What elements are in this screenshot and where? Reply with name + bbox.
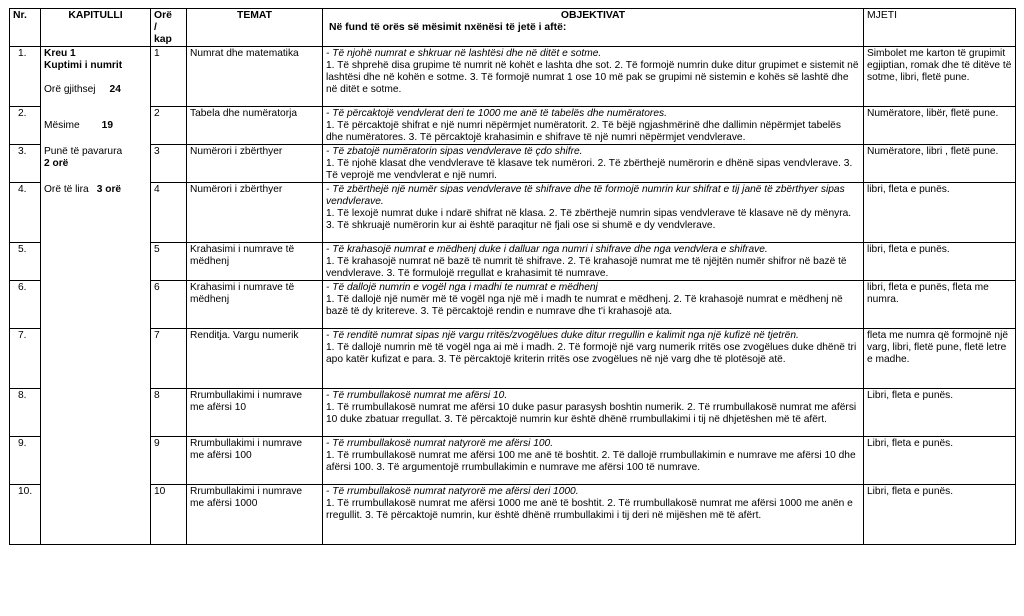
chapter-free-value: 3 orë [96,183,122,195]
objective-goal: - Të rrumbullakosë numrat natyrorë me afërsi deri 1000. [326,486,579,497]
lesson-topic: Numërori i zbërthyer [187,183,323,243]
table-row [10,145,1016,183]
lesson-objectives [323,243,864,281]
lesson-materials: libri, fleta e punës. [864,243,1016,281]
objective-details: 1. Të njohë klasat dhe vendvlerave të klasave tek numërori. 2. Të zbërthejë numërorin e dhënë sipas vendvlerave. 3. Të veprojë me vendvlerat e një numri. [326,158,853,181]
lesson-topic: Krahasimi i numrave të mëdhenj [187,281,323,329]
lesson-objectives [323,485,864,545]
table-row [10,485,1016,545]
lesson-topic: Tabela dhe numëratorja [187,107,323,145]
curriculum-table [9,8,1016,545]
row-number: 6. [10,281,41,329]
chapter-cell [41,47,151,107]
chapter-independent-label: Punë të pavarura [44,145,123,157]
header-ore-kap-line3: kap [154,34,172,45]
lesson-hour: 4 [151,183,187,243]
lesson-objectives [323,183,864,243]
header-row [10,9,1016,47]
row-number: 3. [10,145,41,183]
row-number: 9. [10,437,41,485]
chapter-cell [41,107,151,145]
chapter-subtitle: Kuptimi i numrit [44,60,123,71]
lesson-hour: 6 [151,281,187,329]
header-ore-kap-line2: / [154,22,157,33]
chapter-cell [41,243,151,281]
lesson-materials: Libri, fleta e punës. [864,437,1016,485]
objective-details: 1. Të dallojë numrin më të vogël nga ai më i madh. 2. Të formojë një varg numerik rritës ose zvogëlues duke dhënë tri apo katër kufizat e para. 3. Të përcaktojë kriterin rritës ose zvogëlues në një varg dhe të plotësojë atë. [326,342,857,365]
lesson-hour: 1 [151,47,187,107]
lesson-materials: fleta me numra që formojnë një varg, libri, fletë pune, fletë letre e madhe. [864,329,1016,389]
lesson-hour: 8 [151,389,187,437]
lesson-topic: Rrumbullakimi i numrave me afërsi 1000 [187,485,323,545]
objective-details: 1. Të lexojë numrat duke i ndarë shifrat në klasa. 2. Të zbërthejë numrin sipas vendvlerave të klasave në dy mënyra. 3. Të shkruajë numërorin kur ai është paraqitur në fjali ose si shumë e dy vendvlerave. [326,208,852,231]
objective-goal: - Të dallojë numrin e vogël nga i madhi te numrat e mëdhenj [326,282,598,293]
table-row [10,47,1016,107]
objective-goal: - Të zbërthejë një numër sipas vendvlerave të shifrave dhe të formojë numrin kur shifrat e tij janë të zbërthyer sipas vendvlerave. [326,184,845,207]
header-ore-kap [151,9,187,47]
lesson-materials: Numëratore, libri , fletë pune. [864,145,1016,183]
row-number: 5. [10,243,41,281]
lesson-topic: Renditja. Vargu numerik [187,329,323,389]
header-objektivat-title: OBJEKTIVAT [560,10,626,21]
chapter-free-label: Orë të lira [44,183,89,195]
chapter-cell [41,389,151,437]
lesson-objectives [323,145,864,183]
row-number: 2. [10,107,41,145]
objective-goal: - Të krahasojë numrat e mëdhenj duke i dalluar nga numri i shifrave dhe nga vendvlera e shifrave. [326,244,768,255]
lesson-materials: Libri, fleta e punës. [864,485,1016,545]
chapter-cell [41,485,151,545]
lesson-objectives [323,107,864,145]
objective-details: 1. Të përcaktojë shifrat e një numri nëpërmjet numëratorit. 2. Të bëjë ngjashmërinë dhe dallimin nëpërmjet tabelës dhe numëratores. 3. Të përcaktojë krahasimin e shifrave të një numri nëpërmjet vendvlerave. [326,120,841,143]
chapter-lessons [44,120,147,132]
chapter-free [44,184,147,196]
header-ore-kap-line1: Orë [154,10,172,21]
chapter-hours [44,84,147,96]
lesson-objectives [323,47,864,107]
lesson-hour: 3 [151,145,187,183]
header-objektivat [323,9,864,47]
objective-goal: - Të zbatojë numëratorin sipas vendvlerave të çdo shifre. [326,146,583,157]
row-number: 7. [10,329,41,389]
lesson-hour: 10 [151,485,187,545]
header-objektivat-subtitle: Në fund të orës së mësimit nxënësi të jetë i aftë: [329,22,567,33]
objective-details: 1. Të shprehë disa grupime të numrit në kohët e lashta dhe sot. 2. Të formojë numrin duke ditur grupimet e sistemit në lashtësi dhe në kohën e sotme. 3. Të formojë numrat 1 ose 10 më pak se grupimi në sistemin e kohës së lashtë dhe në ditët e sotme. [326,60,859,95]
table-row [10,281,1016,329]
lesson-hour: 7 [151,329,187,389]
table-row [10,389,1016,437]
header-temat: TEMAT [187,9,323,47]
objective-details: 1. Të dallojë një numër më të vogël nga një më i madh te numrat e mëdhenj. 2. Të krahasojë numrat e mëdhenj në bazë të dy kritereve. 3. Të përcaktojë rendin e numrave dhe t'i krahasojë ata. [326,294,843,317]
chapter-cell [41,145,151,183]
lesson-objectives [323,389,864,437]
header-kapitulli: KAPITULLI [41,9,151,47]
chapter-lessons-value: 19 [101,119,114,131]
lesson-objectives [323,437,864,485]
objective-goal: - Të renditë numrat sipas një vargu rritës/zvogëlues duke ditur rregullin e kalimit nga një kufizë në tjetrën. [326,330,799,341]
header-nr: Nr. [10,9,41,47]
lesson-topic: Rrumbullakimi i numrave me afërsi 10 [187,389,323,437]
chapter-hours-label: Orë gjithsej [44,84,96,95]
row-number: 1. [10,47,41,107]
objective-goal: - Të përcaktojë vendvlerat deri te 1000 me anë të tabelës dhe numëratores. [326,108,667,119]
lesson-topic: Rrumbullakimi i numrave me afërsi 100 [187,437,323,485]
chapter-hours-value: 24 [109,84,121,95]
lesson-objectives [323,281,864,329]
chapter-cell [41,437,151,485]
lesson-materials: libri, fleta e punës, fleta me numra. [864,281,1016,329]
lesson-hour: 9 [151,437,187,485]
lesson-hour: 5 [151,243,187,281]
row-number: 8. [10,389,41,437]
chapter-cell [41,183,151,243]
lesson-objectives [323,329,864,389]
chapter-lessons-label: Mësime [44,119,80,131]
lesson-hour: 2 [151,107,187,145]
objective-details: 1. Të rrumbullakosë numrat me afërsi 1000 me anë të boshtit. 2. Të rrumbullakosë numrat me afërsi 1000 me anën e rregullit. 3. Të përcaktojë numrin, kur është dhënë rrumbullakimi i tij deri në mijëshen më të afërt. [326,498,853,521]
row-number: 10. [10,485,41,545]
chapter-cell [41,329,151,389]
lesson-materials: Simbolet me karton të grupimit egjiptian, romak dhe të ditëve të sotme, libri, fletë pune. [864,47,1016,107]
table-body [10,47,1016,545]
header-mjeti: MJETI [864,9,1016,47]
objective-goal: - Të rrumbullakosë numrat me afërsi 10. [326,390,508,401]
lesson-materials: libri, fleta e punës. [864,183,1016,243]
row-number: 4. [10,183,41,243]
lesson-materials: Numëratore, libër, fletë pune. [864,107,1016,145]
lesson-materials: Libri, fleta e punës. [864,389,1016,437]
lesson-topic: Numrat dhe matematika [187,47,323,107]
lesson-topic: Krahasimi i numrave të mëdhenj [187,243,323,281]
table-row [10,329,1016,389]
objective-goal: - Të rrumbullakosë numrat natyrorë me afërsi 100. [326,438,554,449]
curriculum-table-container [9,8,1016,545]
chapter-title: Kreu 1 [44,48,76,59]
lesson-topic: Numërori i zbërthyer [187,145,323,183]
objective-details: 1. Të krahasojë numrat në bazë të numrit të shifrave. 2. Të krahasojë numrat me të njëjtën numër shifror në bazë të vendvlerave. 3. Të formulojë rregullat e krahasimit të numrave. [326,256,847,279]
objective-details: 1. Të rrumbullakosë numrat me afërsi 10 duke pasur parasysh boshtin numerik. 2. Të rrumbullakosë numrat me afërsi 10 duke zbatuar rregullat. 3. Të përcaktojë numrin kur është dhënë rrumbullakimi i tij në dhjetëshen më të afërt. [326,402,857,425]
table-row [10,243,1016,281]
table-row [10,437,1016,485]
objective-details: 1. Të rrumbullakosë numrat me afërsi 100 me anë të boshtit. 2. Të dallojë rrumbullakimin e numrave me afërsi 10 dhe afërsi 100. 3. Të argumentojë rrumbullakimin e numrave me afërsi 100 të numrave. [326,450,856,473]
chapter-cell [41,281,151,329]
table-row [10,183,1016,243]
objective-goal: - Të njohë numrat e shkruar në lashtësi dhe në ditët e sotme. [326,48,602,59]
table-row [10,107,1016,145]
chapter-independent-value: 2 orë [44,157,69,169]
